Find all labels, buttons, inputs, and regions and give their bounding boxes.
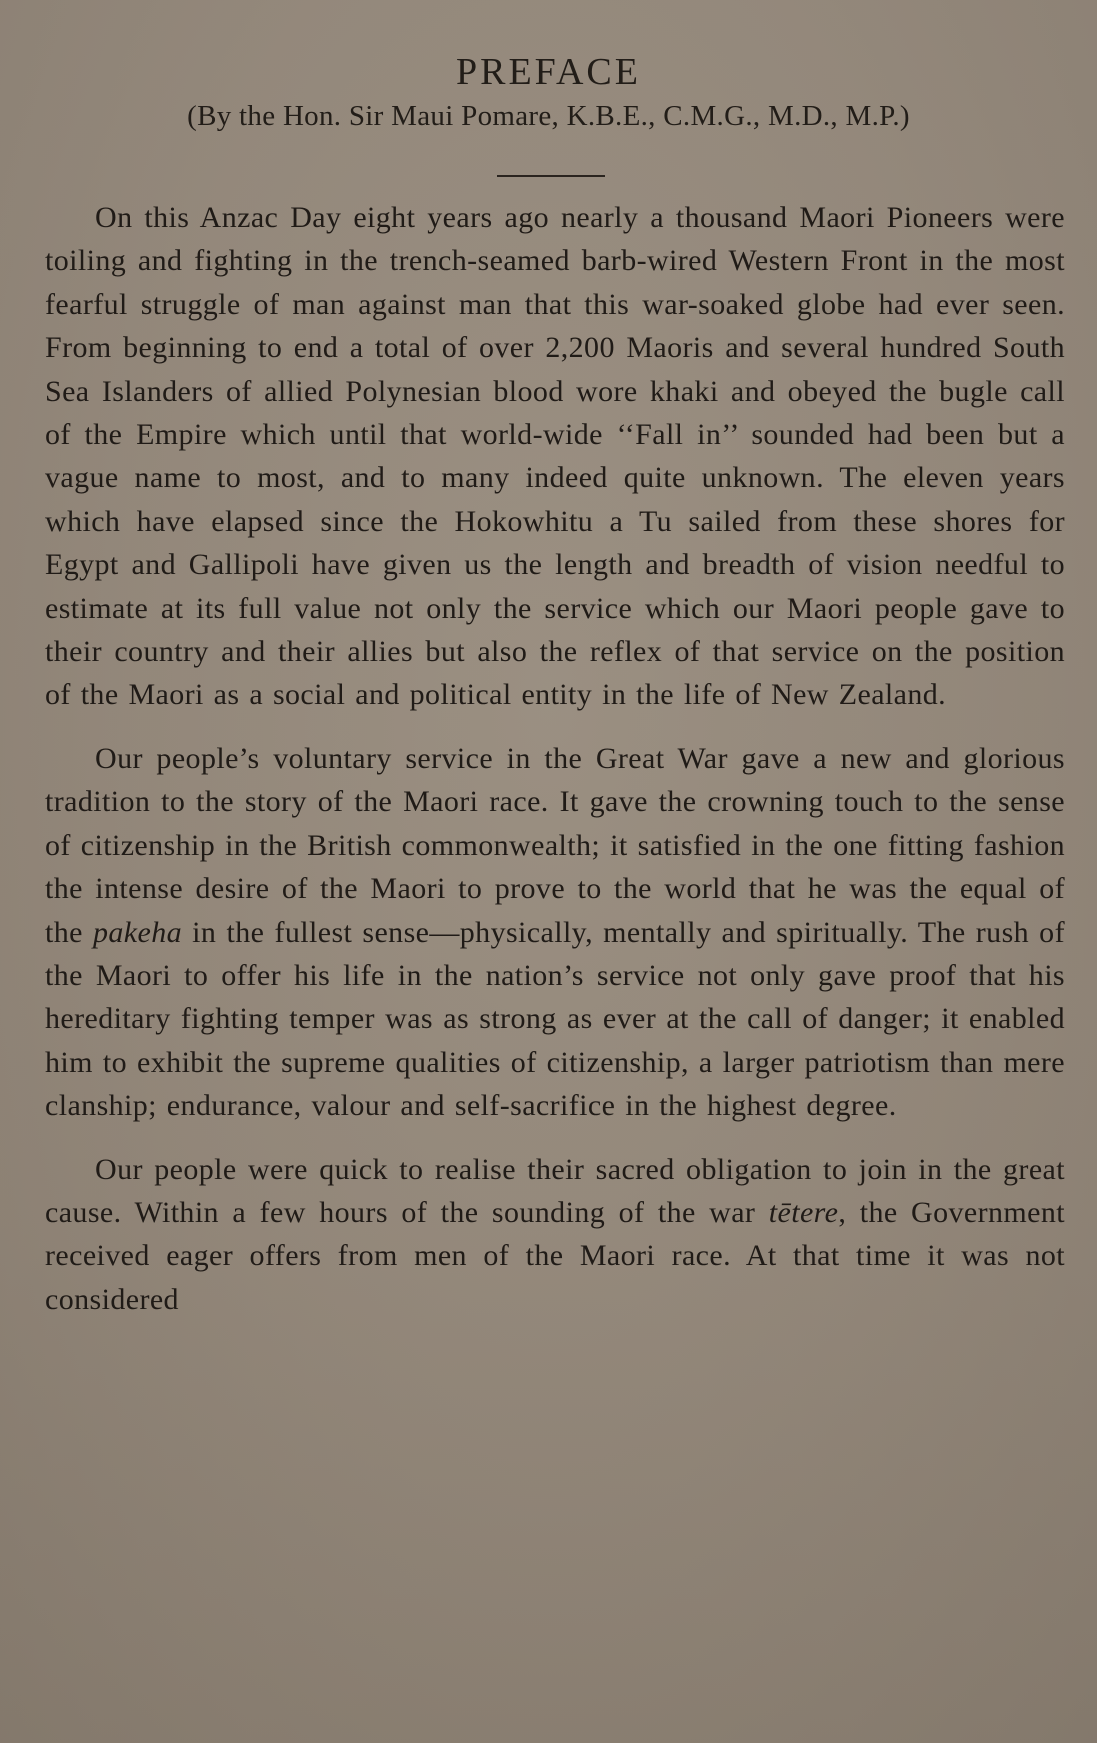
title-divider-rule [497,175,605,177]
italic-term-pakeha: pakeha [93,915,183,949]
author-byline: (By the Hon. Sir Maui Pomare, K.B.E., C.M.G., M.D., M.P.) [187,100,910,132]
page-title: PREFACE [455,51,641,93]
paragraph-1 [45,196,1065,717]
paragraph-3 [45,1148,1065,1322]
paragraph-text: Our people’s voluntary service in the Great War gave a new and glorious tradition to the story of the Maori race. It gave the crowning touch to the sense of citizenship in the British commonwealth; it satisfied in the one fitting fashion the intense desire of the Maori to prove to the world that he was the equal of the [45,741,1065,949]
paragraph-text: , the Government received eager offers from men of the Maori race. At that time it was not considered [45,1195,1065,1316]
paragraph-2 [45,737,1065,1128]
paragraph-text: Our people were quick to realise their sacred obligation to join in the great cause. Within a few hours of the sounding of the war [45,1152,1065,1229]
preface-body [45,196,1065,1321]
paragraph-text: in the fullest sense—physically, mentally and spiritually. The rush of the Maori to offer his life in the nation’s service not only gave proof that his hereditary fighting temper was as strong as ever at the call of danger; it enabled him to exhibit the supreme qualities of citizenship, a larger patriotism than mere clanship; endurance, valour and self-sacrifice in the highest degree. [45,915,1065,1123]
paragraph-text: On this Anzac Day eight years ago nearly a thousand Maori Pioneers were toiling and fighting in the trench-seamed barb-wired Western Front in the most fearful struggle of man against man that this war-soaked globe had ever seen. From beginning to end a total of over 2,200 Maoris and several hundred South Sea Islanders of allied Polynesian blood wore khaki and obeyed the bugle call of the Empire which until that world-wide ‘‘Fall in’’ sounded had been but a vague name to most, and to many indeed quite unknown. The eleven years which have elapsed since the Hokowhitu a Tu sailed from these shores for Egypt and Gallipoli have given us the length and breadth of vision needful to estimate at its full value not only the service which our Maori people gave to their country and their allies but also the reflex of that service on the position of the Maori as a social and political entity in the life of New Zealand. [45,201,1065,712]
italic-term-tetere: tētere [768,1195,839,1229]
